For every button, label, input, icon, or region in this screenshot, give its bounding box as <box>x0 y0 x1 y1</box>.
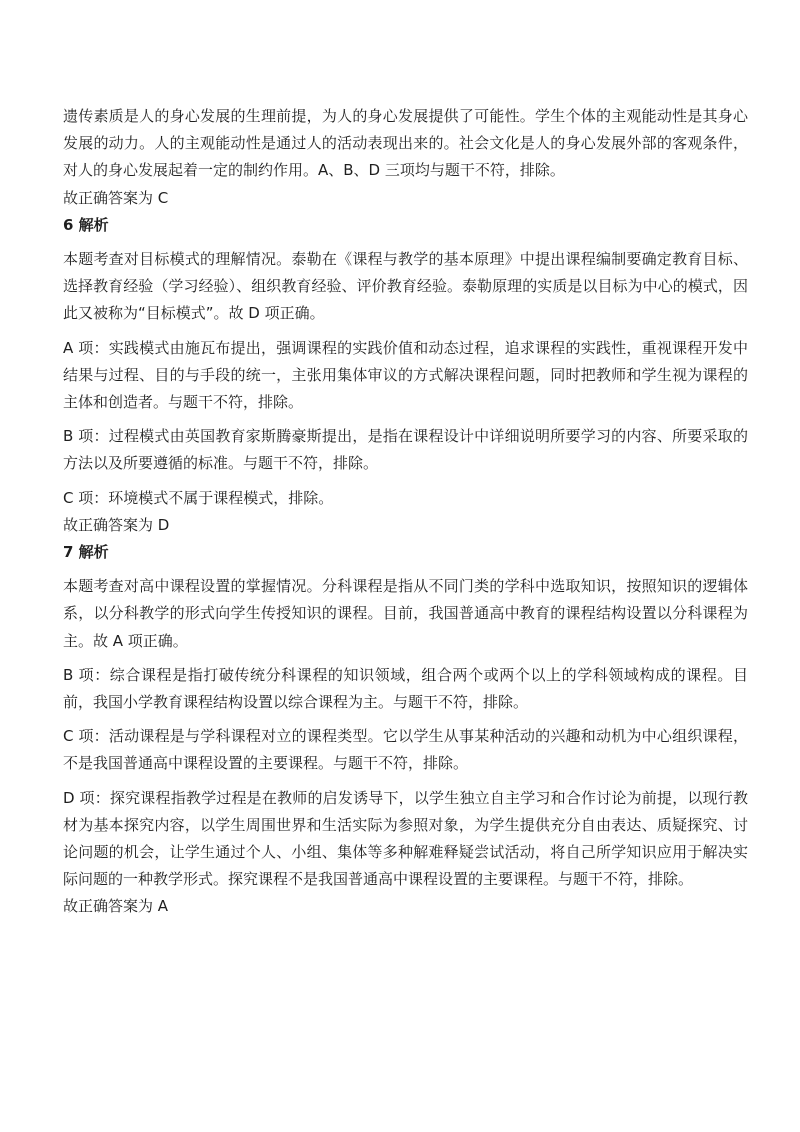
document-page <box>63 103 748 921</box>
q7-paragraph-main: 本题考查对高中课程设置的掌握情况。分科课程是指从不同门类的学科中选取知识，按照知识的逻辑体系，以分科教学的形式向学生传授知识的课程。目前，我国普通高中教育的课程结构设置以分科课程为主。故 A 项正确。 <box>63 577 748 650</box>
q7-paragraph-option-b: B 项：综合课程是指打破传统分科课程的知识领域，组合两个或两个以上的学科领域构成的课程。目前，我国小学教育课程结构设置以综合课程为主。与题干不符，排除。 <box>63 665 748 712</box>
q7-answer: 故正确答案为 A <box>63 897 169 916</box>
q7-paragraph-option-c: C 项：活动课程是与学科课程对立的课程类型。它以学生从事某种活动的兴趣和动机为中心组织课程，不是我国普通高中课程设置的主要课程。与题干不符，排除。 <box>63 727 748 773</box>
intro-paragraph: 遗传素质是人的身心发展的生理前提，为人的身心发展提供了可能性。学生个体的主观能动性是其身心发展的动力。人的主观能动性是通过人的活动表现出来的。社会文化是人的身心发展外部的客观条件，对人的身心发展起着一定的制约作用。A、B、D 三项均与题干不符，排除。 <box>63 107 748 180</box>
q6-answer: 故正确答案为 D <box>63 515 170 534</box>
q6-heading: 6 解析 <box>63 215 109 234</box>
q6-paragraph-option-a: A 项：实践模式由施瓦布提出，强调课程的实践价值和动态过程，追求课程的实践性，重视课程开发中结果与过程、目的与手段的统一，主张用集体审议的方式解决课程问题，同时把教师和学生视为课程的主体和创造者。与题干不符，排除。 <box>63 338 748 412</box>
q7-paragraph-option-d: D 项：探究课程指教学过程是在教师的启发诱导下，以学生独立自主学习和合作讨论为前提，以现行教材为基本探究内容，以学生周围世界和生活实际为参照对象，为学生提供充分自由表达、质疑探究、讨论问题的机会，让学生通过个人、小组、集体等多种解难释疑尝试活动，将自己所学知识应用于解决实际问题的一种教学形式。探究课程不是我国普通高中课程设置的主要课程。与题干不符，排除。 <box>63 788 748 889</box>
q6-paragraph-option-b: B 项：过程模式由英国教育家斯腾豪斯提出，是指在课程设计中详细说明所要学习的内容、所要采取的方法以及所要遵循的标准。与题干不符，排除。 <box>63 427 748 473</box>
intro-answer: 故正确答案为 C <box>63 188 169 207</box>
q6-paragraph-main: 本题考查对目标模式的理解情况。泰勒在《课程与教学的基本原理》中提出课程编制要确定教育目标、选择教育经验（学习经验）、组织教育经验、评价教育经验。泰勒原理的实质是以目标为中心的模式，因此又被称为“目标模式”。故 D 项正确。 <box>63 250 748 323</box>
q6-paragraph-option-c: C 项：环境模式不属于课程模式，排除。 <box>63 488 334 507</box>
q7-heading: 7 解析 <box>63 543 109 562</box>
